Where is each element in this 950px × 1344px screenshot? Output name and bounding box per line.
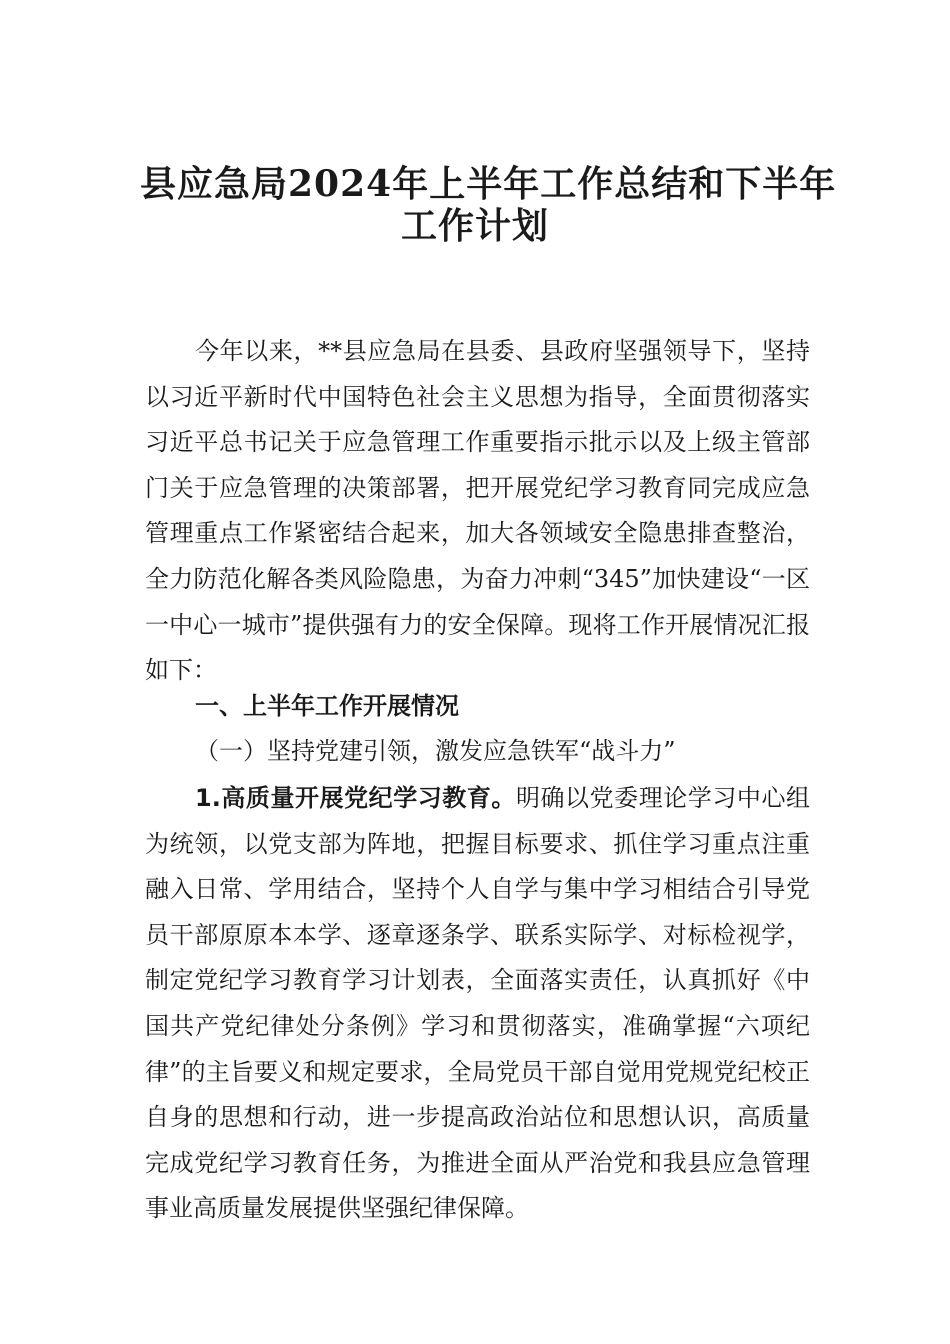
section-heading-1: 一、上半年工作开展情况 — [195, 692, 459, 720]
document-title-line2: 工作计划 — [400, 205, 549, 247]
item-1-lead: 1.高质量开展党纪学习教育。 — [195, 784, 516, 812]
intro-paragraph: 今年以来，**县应急局在县委、县政府坚强领导下，坚持以习近平新时代中国特色社会主义思想为指导，全面贯彻落实习近平总书记关于应急管理工作重要指示批示以及上级主管部门关于应急管理的决策部署，把开展党纪学习教育同完成应急管理重点工作紧密结合起来，加大各领域安全隐患排查整治，全力防范化解各类风险隐患，为奋力冲刺“345”加快建设“一区一中心一城市”提供强有力的安全保障。现将工作开展情况汇报如下： — [145, 337, 810, 685]
document-title-line1: 县应急局2024年上半年工作总结和下半年 — [140, 163, 837, 205]
item-1-text: 明确以党委理论学习中心组为统领，以党支部为阵地，把握目标要求、抓住学习重点注重融入日常、学用结合，坚持个人自学与集中学习相结合引导党员干部原原本本学、逐章逐条学、联系实际学、对标检视学，制定党纪学习教育学习计划表，全面落实责任，认真抓好《中国共产党纪律处分条例》学习和贯彻落实，准确掌握“六项纪律”的主旨要义和规定要求，全局党员干部自觉用党规党纪校正自身的思想和行动，进一步提高政治站位和思想认识，高质量完成党纪学习教育任务，为推进全面从严治党和我县应急管理事业高质量发展提供坚强纪律保障。 — [145, 784, 810, 1223]
item-1-paragraph — [145, 776, 810, 1232]
subsection-heading-1: （一）坚持党建引领，激发应急铁军“战斗力” — [195, 737, 676, 765]
